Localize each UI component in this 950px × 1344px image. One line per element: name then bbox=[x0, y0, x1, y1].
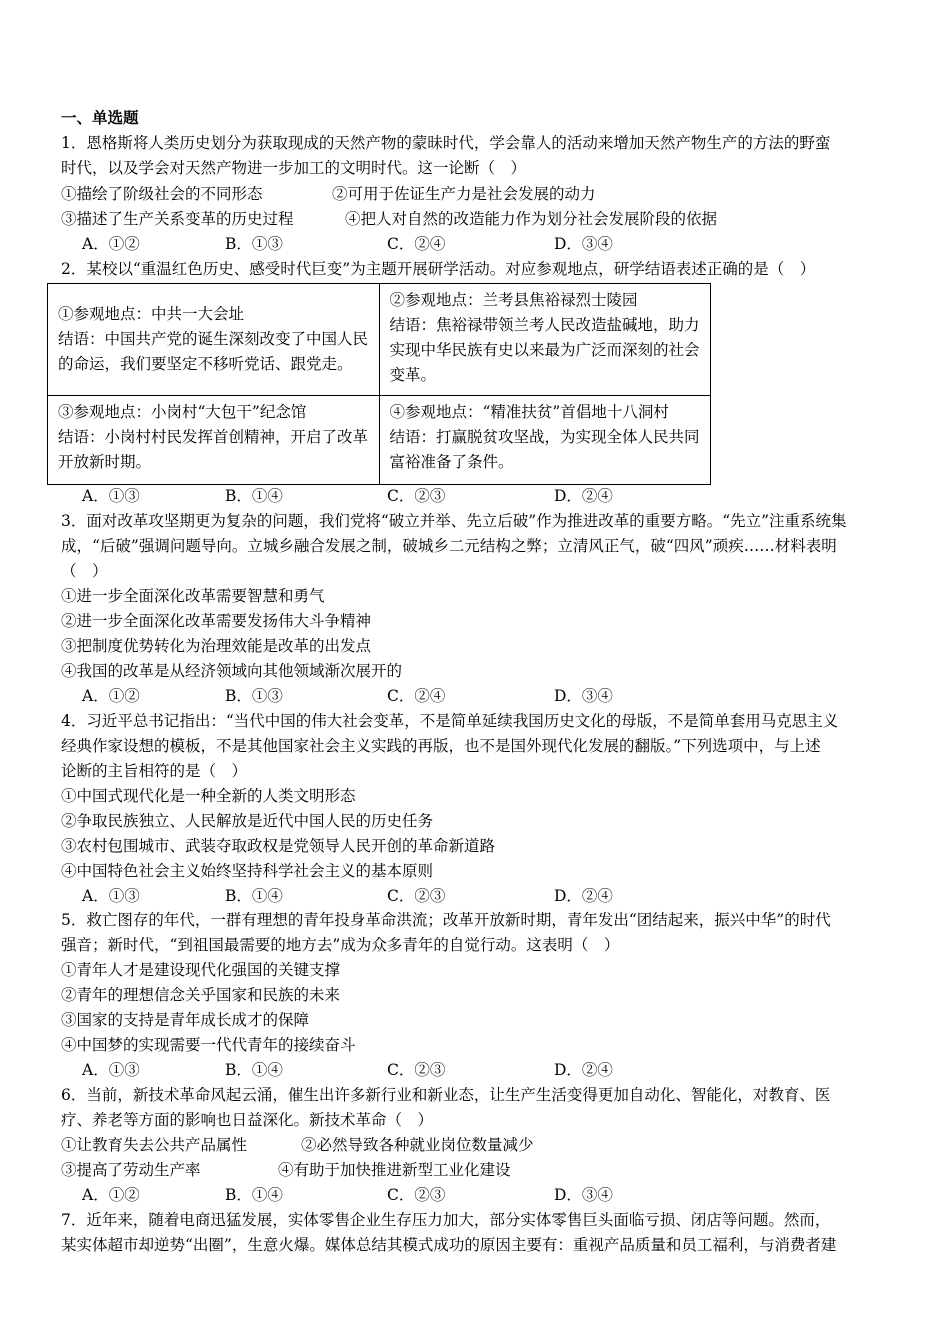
choice-b[interactable]: B．①④ bbox=[225, 887, 283, 905]
cell-site: ③参观地点：小岗村“大包干”纪念馆 bbox=[58, 403, 307, 421]
statement-4: ④中国梦的实现需要一代代青年的接续奋斗 bbox=[61, 1036, 356, 1054]
question-text: 某实体超市却逆势“出圈”，生意火爆。媒体总结其模式成功的原因主要有：重视产品质量和员工福利，与消费者建 bbox=[61, 1236, 837, 1254]
cell-site: ④参观地点：“精准扶贫”首倡地十八洞村 bbox=[389, 403, 669, 421]
choice-b[interactable]: B．①③ bbox=[225, 687, 283, 705]
study-sites-table bbox=[47, 283, 711, 485]
choice-d[interactable]: D．②④ bbox=[554, 887, 613, 905]
question-text: 3．面对改革攻坚期更为复杂的问题，我们党将“破立并举、先立后破”作为推进改革的重要方略。“先立”注重系统集 bbox=[61, 512, 847, 530]
statement-1: ①中国式现代化是一种全新的人类文明形态 bbox=[61, 787, 356, 805]
statement-4: ④有助于加快推进新型工业化建设 bbox=[278, 1161, 511, 1179]
choice-b[interactable]: B．①④ bbox=[225, 1186, 283, 1204]
choice-a[interactable]: A．①② bbox=[82, 687, 140, 705]
choice-d[interactable]: D．③④ bbox=[554, 1186, 613, 1204]
statement-3: ③把制度优势转化为治理效能是改革的出发点 bbox=[61, 637, 372, 655]
question-text: 强音；新时代，“到祖国最需要的地方去”成为众多青年的自觉行动。这表明（ ） bbox=[61, 936, 620, 954]
choice-b[interactable]: B．①③ bbox=[225, 235, 283, 253]
table-cell bbox=[48, 284, 380, 396]
statement-2: ②争取民族独立、人民解放是近代中国人民的历史任务 bbox=[61, 812, 434, 830]
statement-3: ③农村包围城市、武装夺取政权是党领导人民开创的革命新道路 bbox=[61, 837, 496, 855]
question-text: 论断的主旨相符的是（ ） bbox=[61, 762, 248, 780]
question-text: （ ） bbox=[61, 562, 108, 580]
statement-2: ②青年的理想信念关乎国家和民族的未来 bbox=[61, 986, 341, 1004]
cell-conclusion: 结语：小岗村村民发挥首创精神，开启了改革开放新时期。 bbox=[58, 428, 369, 471]
cell-conclusion: 结语：打赢脱贫攻坚战，为实现全体人民共同富裕准备了条件。 bbox=[389, 428, 700, 471]
statement-3: ③描述了生产关系变革的历史过程 bbox=[61, 210, 294, 228]
question-text: 6．当前，新技术革命风起云涌，催生出许多新行业和新业态，让生产生活变得更加自动化、智能化，对教育、医 bbox=[61, 1086, 831, 1104]
choice-c[interactable]: C．②③ bbox=[387, 1186, 446, 1204]
statement-4: ④我国的改革是从经济领域向其他领域渐次展开的 bbox=[61, 662, 403, 680]
table-cell bbox=[379, 284, 711, 396]
choice-c[interactable]: C．②③ bbox=[387, 887, 446, 905]
cell-site: ①参观地点：中共一大会址 bbox=[58, 305, 245, 323]
statement-3: ③国家的支持是青年成长成才的保障 bbox=[61, 1011, 310, 1029]
statement-1: ①描绘了阶级社会的不同形态 bbox=[61, 185, 263, 203]
cell-conclusion: 结语：中国共产党的诞生深刻改变了中国人民的命运，我们要坚定不移听党话、跟党走。 bbox=[58, 330, 369, 373]
question-text: 疗、养老等方面的影响也日益深化。新技术革命（ ） bbox=[61, 1111, 434, 1129]
statement-1: ①进一步全面深化改革需要智慧和勇气 bbox=[61, 587, 325, 605]
question-text: 2．某校以“重温红色历史、感受时代巨变”为主题开展研学活动。对应参观地点，研学结语表述正确的是（ ） bbox=[61, 260, 816, 278]
choice-c[interactable]: C．②④ bbox=[387, 687, 446, 705]
choice-d[interactable]: D．③④ bbox=[554, 687, 613, 705]
table-cell bbox=[379, 396, 711, 485]
statement-1: ①青年人才是建设现代化强国的关键支撑 bbox=[61, 961, 341, 979]
choice-a[interactable]: A．①② bbox=[82, 1186, 140, 1204]
choice-d[interactable]: D．③④ bbox=[554, 235, 613, 253]
choice-a[interactable]: A．①③ bbox=[82, 887, 140, 905]
choice-c[interactable]: C．②③ bbox=[387, 487, 446, 505]
choice-d[interactable]: D．②④ bbox=[554, 487, 613, 505]
question-text: 4．习近平总书记指出：“当代中国的伟大社会变革，不是简单延续我国历史文化的母版，不是简单套用马克思主义 bbox=[61, 712, 839, 730]
table-cell bbox=[48, 396, 380, 485]
question-text: 7．近年来，随着电商迅猛发展，实体零售企业生存压力加大，部分实体零售巨头面临亏损、闭店等问题。然而， bbox=[61, 1211, 831, 1229]
section-title: 一、单选题 bbox=[61, 108, 139, 127]
cell-conclusion: 结语：焦裕禄带领兰考人民改造盐碱地，助力实现中华民族有史以来最为广泛而深刻的社会变革。 bbox=[389, 316, 700, 384]
question-text: 1．恩格斯将人类历史划分为获取现成的天然产物的蒙昧时代，学会靠人的活动来增加天然产物生产的方法的野蛮 bbox=[61, 134, 831, 152]
choice-c[interactable]: C．②④ bbox=[387, 235, 446, 253]
statement-2: ②可用于佐证生产力是社会发展的动力 bbox=[332, 185, 596, 203]
choice-a[interactable]: A．①③ bbox=[82, 487, 140, 505]
choice-a[interactable]: A．①② bbox=[82, 235, 140, 253]
question-text: 5．救亡图存的年代，一群有理想的青年投身革命洪流；改革开放新时期，青年发出“团结起来，振兴中华”的时代 bbox=[61, 911, 831, 929]
question-text: 时代，以及学会对天然产物进一步加工的文明时代。这一论断（ ） bbox=[61, 159, 527, 177]
cell-site: ②参观地点：兰考县焦裕禄烈士陵园 bbox=[389, 291, 638, 309]
question-text: 成，“后破”强调问题导向。立城乡融合发展之制，破城乡二元结构之弊；立清风正气，破“四风”顽疾……材料表明 bbox=[61, 537, 837, 555]
question-text: 经典作家设想的模板，不是其他国家社会主义实践的再版，也不是国外现代化发展的翻版。”下列选项中，与上述 bbox=[61, 737, 821, 755]
statement-2: ②必然导致各种就业岗位数量减少 bbox=[301, 1136, 534, 1154]
statement-1: ①让教育失去公共产品属性 bbox=[61, 1136, 248, 1154]
choice-d[interactable]: D．②④ bbox=[554, 1061, 613, 1079]
statement-4: ④把人对自然的改造能力作为划分社会发展阶段的依据 bbox=[345, 210, 718, 228]
choice-b[interactable]: B．①④ bbox=[225, 487, 283, 505]
choice-b[interactable]: B．①④ bbox=[225, 1061, 283, 1079]
statement-3: ③提高了劳动生产率 bbox=[61, 1161, 201, 1179]
statement-4: ④中国特色社会主义始终坚持科学社会主义的基本原则 bbox=[61, 862, 434, 880]
choice-a[interactable]: A．①③ bbox=[82, 1061, 140, 1079]
choice-c[interactable]: C．②③ bbox=[387, 1061, 446, 1079]
statement-2: ②进一步全面深化改革需要发扬伟大斗争精神 bbox=[61, 612, 372, 630]
